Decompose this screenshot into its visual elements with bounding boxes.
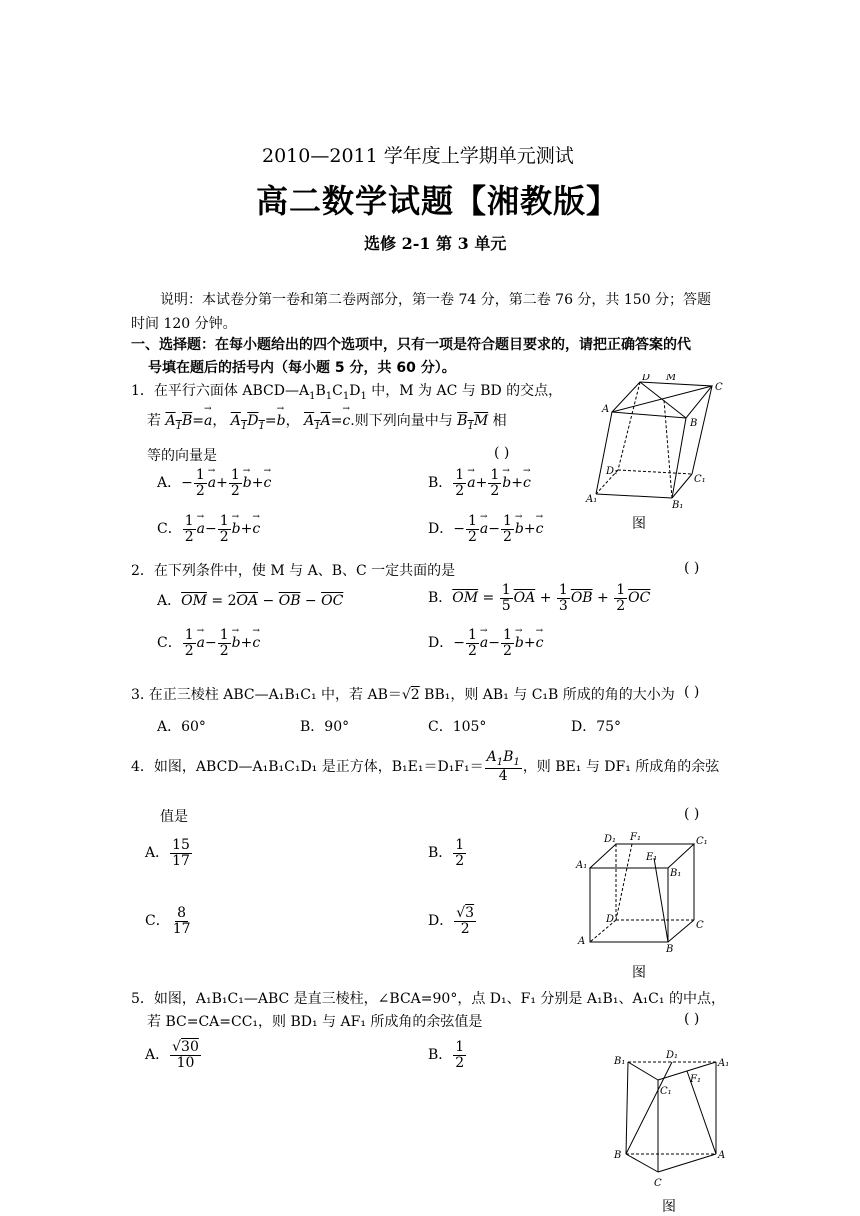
svg-text:C: C — [715, 382, 723, 393]
q5-option-b: B． $\frac{1}{2}$ — [428, 1039, 465, 1071]
q3-option-c: C．105° — [428, 719, 487, 735]
svg-text:B: B — [690, 418, 698, 429]
svg-text:C: C — [654, 1178, 662, 1189]
svg-text:C₁: C₁ — [696, 836, 708, 847]
q2-option-b: B．$\overline{OM}$ = $\frac{1}{5}$ $\overline{OA}$ + $\frac{1}{3}$ $\overline{OB}$ + $\frac{1}{2}$ $\overline{OC}$ — [428, 582, 651, 614]
q4-option-c: C． $\frac{8}{17}$ — [145, 905, 191, 937]
q1-option-a: A．− $\frac{1}{2}$ → a+ $\frac{1}{2}$ → b+→ c — [157, 468, 271, 498]
q5-stem-line2: 若 BC=CA=CC₁，则 BD₁ 与 AF₁ 所成角的余弦值是 — [147, 1014, 483, 1030]
svg-text:D: D — [642, 374, 651, 383]
instructions-line1: 说明：本试卷分第一卷和第二卷两部分，第一卷 74 分，第二卷 76 分，共 150 分；答题 — [160, 292, 712, 308]
svg-text:B: B — [614, 1150, 622, 1161]
q2-option-d: D．− $\frac{1}{2}$ → a− $\frac{1}{2}$ → b+→ c — [428, 628, 543, 658]
q5-answer-paren: ( ) — [684, 1011, 700, 1027]
q2-answer-paren: ( ) — [684, 560, 700, 576]
q4-option-b: B． $\frac{1}{2}$ — [428, 837, 465, 869]
svg-text:B₁: B₁ — [672, 500, 684, 511]
q4-stem-line2: 值是 — [160, 809, 188, 825]
q4-option-a: A． $\frac{15}{17}$ — [145, 837, 190, 869]
q1-parallelepiped-figure — [582, 374, 732, 514]
svg-text:A: A — [602, 404, 610, 415]
section-heading-line2: 号填在题后的括号内（每小题 5 分，共 60 分）。 — [148, 360, 456, 376]
q1-stem-line2: 若 $A_1B=\to a$， $A_1D_1=\to b$， $A_1A=\to c$.则下列向量中与 $B_1M$ 相 — [147, 410, 507, 432]
svg-text:A: A — [718, 1150, 726, 1161]
svg-text:C: C — [696, 920, 704, 931]
paper-title: 高二数学试题【湘教版】 — [256, 182, 620, 220]
q4-stem-line1: 4．如图，ABCD—A₁B₁C₁D₁ 是正方体，B₁E₁＝D₁F₁＝ $\frac{A_1B_1}{4}$ ，则 BE₁ 与 DF₁ 所成角的余弦 — [131, 749, 720, 785]
q3-option-a: A．60° — [157, 719, 206, 735]
q1-option-d: D．− $\frac{1}{2}$ → a− $\frac{1}{2}$ → b+→ c — [428, 514, 543, 544]
section-heading-line1: 一、选择题：在每小题给出的四个选项中，只有一项是符合题目要求的，请把正确答案的代 — [131, 337, 691, 353]
svg-text:F₁: F₁ — [690, 1074, 701, 1085]
svg-text:M: M — [666, 374, 677, 383]
svg-text:B: B — [666, 944, 674, 955]
q3-option-d: D．75° — [571, 719, 622, 735]
svg-text:C₁: C₁ — [660, 1086, 672, 1097]
q2-option-c: C． $\frac{1}{2}$ → a− $\frac{1}{2}$ → b+→ c — [157, 628, 260, 658]
svg-text:A: A — [578, 936, 586, 947]
svg-text:D: D — [606, 914, 615, 925]
q1-option-b: B． $\frac{1}{2}$ → a+ $\frac{1}{2}$ → b+→ c — [428, 468, 531, 498]
svg-text:A₁: A₁ — [586, 494, 598, 505]
q4-option-d: D． $\frac{√3}{2}$ — [428, 905, 475, 937]
q4-figure-label: 图 — [632, 965, 646, 981]
svg-text:A₁: A₁ — [576, 860, 588, 871]
q5-prism-figure — [612, 1046, 732, 1196]
q2-stem: 2．在下列条件中，使 M 与 A、B、C 一定共面的是 — [131, 563, 456, 579]
q1-stem-line1: 1．在平行六面体 $ABCD—A_1B_1C_1D_1$ 中，M 为 AC 与 BD 的交点， — [131, 383, 563, 402]
svg-text:A₁: A₁ — [718, 1058, 730, 1069]
instructions-line2: 时间 120 分钟。 — [131, 316, 237, 332]
q5-stem-line1: 5．如图，A₁B₁C₁—ABC 是直三棱柱，∠BCA=90°，点 D₁、F₁ 分别是 A₁B₁、A₁C₁ 的中点， — [131, 991, 725, 1007]
q5-figure-label: 图 — [662, 1199, 676, 1215]
q4-answer-paren: ( ) — [684, 806, 700, 822]
q1-option-c: C． $\frac{1}{2}$ → a− $\frac{1}{2}$ → b+→ c — [157, 514, 260, 544]
q2-option-a: A．$\overline{OM} = 2\overline{OA} - \overline{OB} - \overline{OC}$ — [157, 593, 344, 609]
q3-option-b: B．90° — [300, 719, 350, 735]
svg-text:D₁: D₁ — [604, 834, 617, 845]
svg-text:B₁: B₁ — [670, 868, 682, 879]
paper-subtitle: 选修 2-1 第 3 单元 — [364, 234, 507, 253]
q1-figure-label: 图 — [632, 516, 646, 532]
svg-text:B₁: B₁ — [614, 1056, 626, 1067]
q1-stem-line3: 等的向量是 — [147, 448, 217, 464]
svg-text:E₁: E₁ — [646, 852, 658, 863]
q5-option-a: A． $\frac{√30}{10}$ — [145, 1039, 199, 1071]
svg-text:F₁: F₁ — [630, 832, 641, 843]
test-series-title: 2010—2011 学年度上学期单元测试 — [262, 145, 574, 167]
q4-cube-figure — [574, 830, 714, 955]
svg-text:C₁: C₁ — [694, 474, 706, 485]
q3-answer-paren: ( ) — [684, 684, 700, 700]
q1-answer-paren: ( ) — [494, 445, 510, 461]
q3-stem: 3. 在正三棱柱 ABC—A₁B₁C₁ 中，若 AB＝√2 BB₁，则 AB₁ 与 C₁B 所成的角的大小为 — [131, 687, 675, 703]
svg-text:D₁: D₁ — [666, 1050, 679, 1061]
svg-text:D₁: D₁ — [606, 466, 619, 477]
